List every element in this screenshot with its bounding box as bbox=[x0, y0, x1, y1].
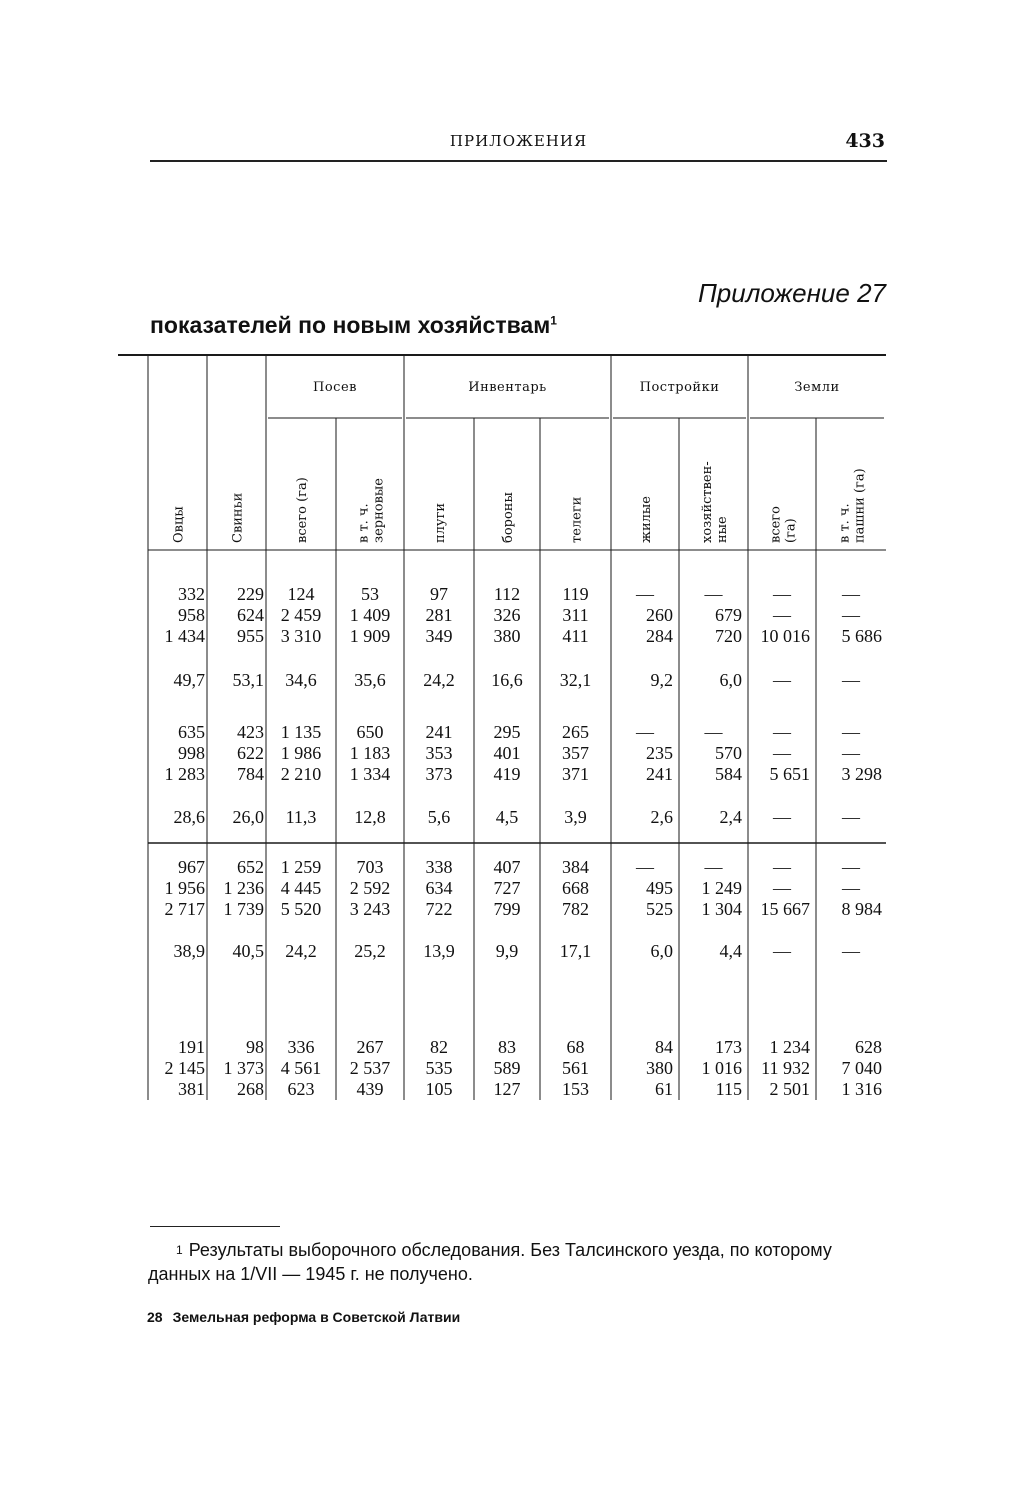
table-cell: 357 bbox=[562, 743, 589, 763]
table-cell: 958 bbox=[178, 605, 205, 625]
table-cell: 3 310 bbox=[280, 626, 322, 646]
table-cell: 326 bbox=[493, 605, 521, 625]
column-header: бороны bbox=[501, 492, 516, 543]
table-cell: 26,0 bbox=[232, 807, 264, 827]
table-cell: 127 bbox=[493, 1079, 521, 1099]
table-cell: 105 bbox=[425, 1079, 453, 1099]
table-cell: 1 909 bbox=[349, 626, 391, 646]
table-cell: 17,1 bbox=[559, 941, 592, 961]
footnote-rule bbox=[150, 1226, 280, 1227]
table-cell: 1 304 bbox=[701, 899, 742, 919]
table-cell: 955 bbox=[237, 626, 264, 646]
column-header: хозяйствен- bbox=[700, 461, 715, 543]
table-cell: 535 bbox=[425, 1058, 453, 1078]
table-cell: 353 bbox=[425, 743, 453, 763]
table-cell: 229 bbox=[237, 584, 264, 604]
table-cell: 2 717 bbox=[164, 899, 205, 919]
table-cell: 411 bbox=[562, 626, 589, 646]
table-cell: 115 bbox=[715, 1079, 742, 1099]
table-cell: — bbox=[773, 857, 791, 877]
table-cell: 98 bbox=[246, 1037, 264, 1057]
group-header: Земли bbox=[794, 380, 840, 395]
table-title-text: показателей по новым хозяйствам bbox=[150, 312, 551, 338]
table-cell: 722 bbox=[425, 899, 453, 919]
table-cell: 703 bbox=[356, 857, 384, 877]
table-cell: 384 bbox=[562, 857, 589, 877]
footnote-marker: 1 bbox=[176, 1243, 183, 1257]
footnote bbox=[148, 1238, 893, 1286]
table-cell: — bbox=[704, 722, 723, 742]
table-cell: — bbox=[842, 670, 860, 690]
table-cell: 349 bbox=[425, 626, 453, 646]
table-cell: 525 bbox=[646, 899, 673, 919]
table-cell: 13,9 bbox=[423, 941, 455, 961]
table-cell: 49,7 bbox=[173, 670, 205, 690]
table-cell: 6,0 bbox=[719, 670, 742, 690]
table-cell: 668 bbox=[562, 878, 589, 898]
table-cell: — bbox=[773, 743, 791, 763]
table-cell: — bbox=[773, 941, 791, 961]
table-cell: 401 bbox=[493, 743, 521, 763]
table-cell: 439 bbox=[356, 1079, 384, 1099]
appendix-label: Приложение 27 bbox=[697, 278, 886, 308]
table-cell: — bbox=[773, 878, 791, 898]
table-cell: 1 135 bbox=[280, 722, 322, 742]
table-cell: 720 bbox=[715, 626, 742, 646]
table-cell: 24,2 bbox=[285, 941, 317, 961]
table-cell: 32,1 bbox=[559, 670, 592, 690]
table-cell: 3 243 bbox=[349, 899, 391, 919]
table-cell: 561 bbox=[562, 1058, 589, 1078]
table-cell: — bbox=[773, 584, 791, 604]
table-cell: 9,9 bbox=[495, 941, 519, 961]
table-cell: 268 bbox=[237, 1079, 264, 1099]
table-cell: 281 bbox=[425, 605, 453, 625]
table-cell: 35,6 bbox=[354, 670, 386, 690]
table-cell: 650 bbox=[356, 722, 384, 742]
table-cell: 624 bbox=[237, 605, 264, 625]
table-cell: 1 373 bbox=[223, 1058, 264, 1078]
column-header: телеги bbox=[569, 496, 585, 543]
table-cell: 82 bbox=[430, 1037, 448, 1057]
table-cell: 634 bbox=[425, 878, 453, 898]
table-cell: — bbox=[773, 722, 791, 742]
table-cell: 124 bbox=[287, 584, 315, 604]
table-cell: — bbox=[842, 878, 860, 898]
table-cell: 1 334 bbox=[349, 764, 391, 784]
table-cell: 5 520 bbox=[280, 899, 322, 919]
table-cell: 635 bbox=[178, 722, 205, 742]
table-cell: 260 bbox=[646, 605, 673, 625]
table-cell: 407 bbox=[493, 857, 521, 877]
column-header: (га) bbox=[783, 518, 799, 543]
table-cell: 1 236 bbox=[223, 878, 264, 898]
table-cell: 11,3 bbox=[285, 807, 317, 827]
column-header: Овцы bbox=[171, 506, 187, 543]
table-cell: — bbox=[636, 857, 654, 877]
table-cell: 4,5 bbox=[495, 807, 519, 827]
table-cell: 419 bbox=[493, 764, 521, 784]
table-cell: 1 259 bbox=[280, 857, 322, 877]
table-cell: — bbox=[773, 807, 791, 827]
table-cell: 1 249 bbox=[701, 878, 742, 898]
table-cell: — bbox=[842, 605, 860, 625]
table-cell: 5 686 bbox=[841, 626, 882, 646]
signature-number: 28 bbox=[147, 1309, 163, 1325]
table-cell: — bbox=[704, 857, 723, 877]
table-cell: — bbox=[773, 670, 791, 690]
table-cell: 265 bbox=[562, 722, 589, 742]
table-cell: 336 bbox=[287, 1037, 315, 1057]
signature-text: Земельная реформа в Советской Латвии bbox=[172, 1309, 461, 1325]
table-cell: — bbox=[704, 584, 723, 604]
table-cell: 3,9 bbox=[564, 807, 587, 827]
table-cell: 679 bbox=[715, 605, 742, 625]
table-cell: 295 bbox=[493, 722, 521, 742]
table-cell: 967 bbox=[178, 857, 205, 877]
group-header: Инвентарь bbox=[468, 380, 547, 395]
table-cell: 241 bbox=[425, 722, 453, 742]
table-cell: 570 bbox=[715, 743, 742, 763]
table-cell: 112 bbox=[493, 584, 521, 604]
table-cell: 267 bbox=[356, 1037, 384, 1057]
table-cell: 6,0 bbox=[650, 941, 673, 961]
table-cell: 34,6 bbox=[285, 670, 317, 690]
table-cell: 1 234 bbox=[769, 1037, 810, 1057]
column-header: зерновые bbox=[371, 478, 387, 543]
table-cell: — bbox=[842, 857, 860, 877]
table-cell: 1 283 bbox=[164, 764, 205, 784]
table-cell: 373 bbox=[425, 764, 453, 784]
footnote-text: Результаты выборочного обследования. Без Талсинского уезда, по которому данных на 1/VII — 1945 г. не получено. bbox=[148, 1240, 832, 1284]
table-cell: 622 bbox=[237, 743, 264, 763]
column-header: жилые bbox=[639, 496, 654, 543]
table-cell: 1 434 bbox=[164, 626, 205, 646]
table-cell: 4 445 bbox=[280, 878, 322, 898]
table-cell: 15 667 bbox=[760, 899, 810, 919]
table-cell: 338 bbox=[425, 857, 453, 877]
table-cell: 12,8 bbox=[354, 807, 386, 827]
table-cell: — bbox=[636, 584, 654, 604]
table-cell: 2 592 bbox=[349, 878, 391, 898]
table-cell: 628 bbox=[855, 1037, 882, 1057]
table-cell: 2 145 bbox=[164, 1058, 205, 1078]
table-cell: — bbox=[842, 584, 860, 604]
column-header: в т. ч. bbox=[356, 503, 372, 543]
table-cell: 2 459 bbox=[280, 605, 322, 625]
table-cell: — bbox=[842, 743, 860, 763]
table-cell: 782 bbox=[562, 899, 589, 919]
table-cell: 61 bbox=[655, 1079, 673, 1099]
table-cell: 25,2 bbox=[354, 941, 386, 961]
table-cell: 83 bbox=[498, 1037, 516, 1057]
table-cell: — bbox=[636, 722, 654, 742]
table-cell: 799 bbox=[493, 899, 521, 919]
table-cell: 68 bbox=[566, 1037, 585, 1057]
table-cell: 727 bbox=[493, 878, 521, 898]
column-header: в т. ч. bbox=[837, 503, 853, 543]
table-title-footnote-mark: 1 bbox=[550, 313, 557, 328]
group-header: Посев bbox=[313, 380, 357, 395]
table-cell: 8 984 bbox=[841, 899, 882, 919]
table-cell: 784 bbox=[237, 764, 264, 784]
table-cell: 24,2 bbox=[423, 670, 455, 690]
column-header: ные bbox=[715, 516, 730, 543]
table-cell: — bbox=[842, 941, 860, 961]
table-cell: 16,6 bbox=[491, 670, 523, 690]
table-cell: 2 210 bbox=[280, 764, 322, 784]
table-cell: 2,6 bbox=[650, 807, 673, 827]
table-cell: 2,4 bbox=[719, 807, 742, 827]
column-header: пашни (га) bbox=[852, 468, 868, 543]
table-cell: 235 bbox=[646, 743, 673, 763]
table-cell: 153 bbox=[562, 1079, 589, 1099]
signature-line bbox=[147, 1309, 460, 1325]
table-cell: 380 bbox=[493, 626, 521, 646]
column-header: всего bbox=[768, 506, 784, 543]
table-cell: 623 bbox=[287, 1079, 315, 1099]
page-number: 433 bbox=[845, 130, 885, 152]
table-cell: 381 bbox=[178, 1079, 205, 1099]
table-cell: 84 bbox=[655, 1037, 673, 1057]
table-cell: 1 183 bbox=[349, 743, 391, 763]
table-cell: 97 bbox=[430, 584, 448, 604]
table-cell: 380 bbox=[646, 1058, 673, 1078]
table-cell: 1 986 bbox=[280, 743, 322, 763]
table-cell: 4,4 bbox=[719, 941, 742, 961]
table-cell: 332 bbox=[178, 584, 205, 604]
table-cell: — bbox=[773, 605, 791, 625]
table-cell: 53 bbox=[361, 584, 379, 604]
table-cell: 191 bbox=[178, 1037, 205, 1057]
table-cell: 1 956 bbox=[164, 878, 205, 898]
table-cell: 2 501 bbox=[769, 1079, 810, 1099]
table-cell: 584 bbox=[715, 764, 742, 784]
table-cell: 1 409 bbox=[349, 605, 391, 625]
column-header: плуги bbox=[433, 502, 448, 543]
table-cell: 11 932 bbox=[761, 1058, 810, 1078]
table-cell: 9,2 bbox=[650, 670, 673, 690]
table-cell: 7 040 bbox=[841, 1058, 882, 1078]
table-cell: 5 651 bbox=[769, 764, 810, 784]
table-cell: 495 bbox=[646, 878, 673, 898]
table-cell: 40,5 bbox=[232, 941, 264, 961]
table-cell: 371 bbox=[562, 764, 589, 784]
table-cell: — bbox=[842, 807, 860, 827]
table-cell: — bbox=[842, 722, 860, 742]
table-cell: 10 016 bbox=[760, 626, 810, 646]
table-cell: 998 bbox=[178, 743, 205, 763]
table-cell: 3 298 bbox=[841, 764, 882, 784]
table-cell: 241 bbox=[646, 764, 673, 784]
table-cell: 38,9 bbox=[173, 941, 205, 961]
table-cell: 1 316 bbox=[841, 1079, 882, 1099]
table-cell: 4 561 bbox=[280, 1058, 322, 1078]
table-cell: 173 bbox=[715, 1037, 742, 1057]
table-cell: 311 bbox=[562, 605, 589, 625]
column-header: всего (га) bbox=[295, 477, 310, 543]
table-cell: 284 bbox=[646, 626, 673, 646]
table-cell: 423 bbox=[237, 722, 264, 742]
table-cell: 652 bbox=[237, 857, 264, 877]
table-cell: 5,6 bbox=[427, 807, 451, 827]
column-header: Свиньи bbox=[230, 492, 246, 543]
table-cell: 589 bbox=[493, 1058, 521, 1078]
table-cell: 119 bbox=[562, 584, 589, 604]
table-cell: 1 016 bbox=[701, 1058, 742, 1078]
running-title: ПРИЛОЖЕНИЯ bbox=[449, 132, 588, 150]
table-cell: 1 739 bbox=[223, 899, 264, 919]
table-cell: 28,6 bbox=[173, 807, 205, 827]
table-cell: 53,1 bbox=[232, 670, 264, 690]
table-cell: 2 537 bbox=[349, 1058, 391, 1078]
group-header: Постройки bbox=[639, 380, 720, 395]
